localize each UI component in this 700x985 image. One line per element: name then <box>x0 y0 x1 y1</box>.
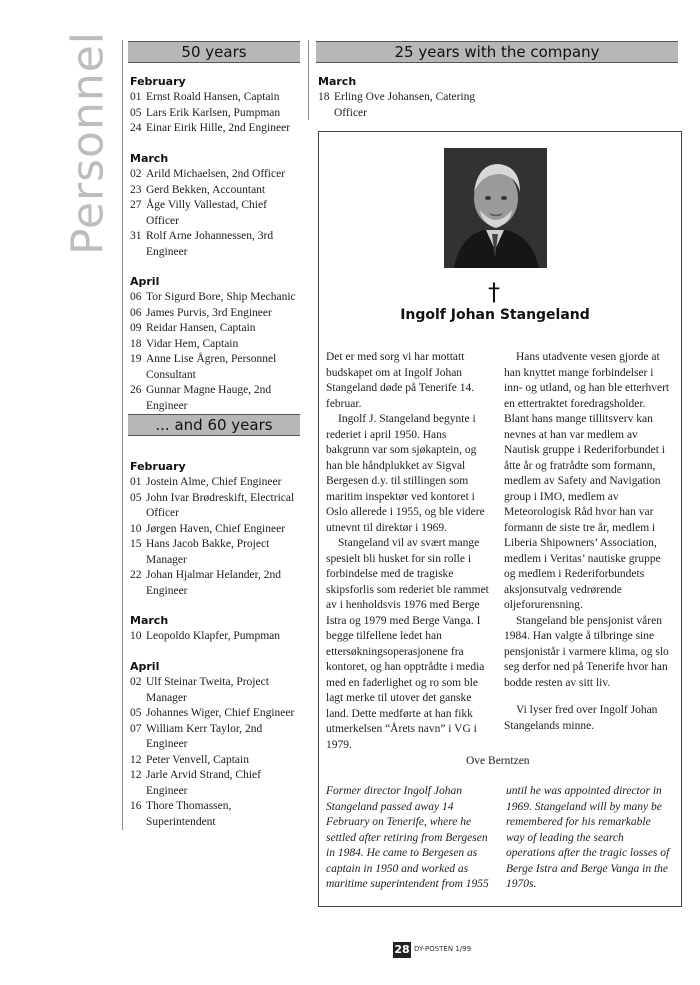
list-item: 01 Ernst Roald Hansen, Captain <box>130 91 280 103</box>
list-item: 23 Gerd Bekken, Accountant <box>130 183 266 196</box>
portrait-icon <box>444 148 547 268</box>
month-heading: March <box>130 614 169 627</box>
month-heading: March <box>130 152 169 165</box>
section-title <box>62 30 114 256</box>
obituary-author: Ove Berntzen <box>466 755 530 767</box>
list-item: 06 Tor Sigurd Bore, Ship Mechanic <box>130 291 296 303</box>
list-item: 05 Johannes Wiger, Chief Engineer <box>130 707 295 719</box>
list-item: 12 Peter Venvell, Captain <box>130 753 249 766</box>
list-item: 10 Jørgen Haven, Chief Engineer <box>130 522 286 535</box>
obituary-column-right <box>504 350 670 734</box>
column-divider-left <box>122 40 123 830</box>
english-summary-right: until he was appointed director in 1969. Stangeland will by many be remembered for his remarkable way of leading the search operations after the tragic losses of Berge Istra and Berge Vanga in the 1970s. <box>506 785 670 890</box>
list-item: 19 Anne Lise Ågren, Personnel Consultant <box>130 353 277 381</box>
cross-icon: † <box>488 278 500 306</box>
publication-name: DY-POSTEN 1/99 <box>414 945 472 953</box>
list-item: 02 Arild Michaelsen, 2nd Officer <box>130 168 286 180</box>
paragraph: Vi lyser fred over Ingolf Johan Stangelands minne. <box>504 704 658 732</box>
month-heading: February <box>130 75 186 88</box>
portrait-photo <box>444 148 547 268</box>
list-item: 05 Lars Erik Karlsen, Pumpman <box>130 106 281 119</box>
obituary-title: Ingolf Johan Stangeland <box>400 307 590 323</box>
column-divider-middle <box>308 40 309 120</box>
paragraph: Ingolf J. Stangeland begynte i rederiet i april 1950. Hans bakgrunn var som sjøkaptein, og han ble håndplukket av Sigval Bergesen d.y. til stillingen som maritim inspektør ved kontoret i Oslo allerede i 1955, og ble videre utnevnt til direktør i 1969. <box>326 413 485 534</box>
month-heading: April <box>130 660 160 673</box>
list-item: 09 Reidar Hansen, Captain <box>130 322 256 334</box>
paragraph: Stangeland vil av svært mange spesielt bli husket for sin rolle i forbindelse med de tragiske skipsforlis som rederiet ble rammet av i henholdsvis 1976 med Berge Istra og 1979 med Berge Vanga. I begge tilfellene ledet han ettersøkningsoperasjonene fra kontoret, og han opptrådte i media med en faderlighet og ro som ble lagt merke til utover det ganske land. Dette medførte at han fikk utmerkelsen “Årets navn” i VG i 1979. <box>326 537 489 751</box>
list-item: 31 Rolf Arne Johannessen, 3rd Engineer <box>130 230 274 258</box>
list-item: 07 William Kerr Taylor, 2nd Engineer <box>130 722 263 750</box>
obituary-column-left <box>326 350 492 753</box>
list-item: 06 James Purvis, 3rd Engineer <box>130 306 272 319</box>
list-item: 26 Gunnar Magne Hauge, 2nd Engineer <box>130 384 272 412</box>
banner-60-years: ... and 60 years <box>128 414 300 436</box>
paragraph: Stangeland ble pensjonist våren 1984. Han valgte å tilbringe sine pensjonistår i varmere klima, og slo seg derfor ned på Tenerife hvor han bodde resten av sitt liv. <box>504 614 669 689</box>
list-item: 01 Jostein Alme, Chief Engineer <box>130 476 282 488</box>
list-item: 18 Vidar Hem, Captain <box>130 337 239 350</box>
list-item: 05 John Ivar Brødreskift, Electrical Officer <box>130 491 295 519</box>
list-item: 22 Johan Hjalmar Helander, 2nd Engineer <box>130 569 281 597</box>
list-item: 02 Ulf Steinar Tweita, Project Manager <box>130 676 269 704</box>
month-heading: March <box>318 75 357 88</box>
banner-25-years: 25 years with the company <box>316 41 678 63</box>
banner-50-years: 50 years <box>128 41 300 63</box>
list-item: 15 Hans Jacob Bakke, Project Manager <box>130 538 270 566</box>
list-item: 16 Thore Thomassen, Superintendent <box>130 800 232 828</box>
list-item: 27 Åge Villy Vallestad, Chief Officer <box>130 199 267 227</box>
section-title-text: Personnel <box>62 30 114 256</box>
page-number: 28 <box>394 943 410 956</box>
month-heading: April <box>130 275 160 288</box>
list-item: 12 Jarle Arvid Strand, Chief Engineer <box>130 769 261 797</box>
list-item: 10 Leopoldo Klapfer, Pumpman <box>130 630 280 642</box>
month-heading: February <box>130 460 186 473</box>
list-item: 24 Einar Eirik Hille, 2nd Engineer <box>130 122 291 134</box>
paragraph: Hans utadvente vesen gjorde at han knyttet mange forbindelser i inn- og utland, og han ble etterhvert en ettertraktet foredragsholder. Blant hans mange tillitsverv kan nevnes at han var medlem av Nautisk gruppe i Rederiforbundet i åtte år og fratrådte som formann, medlem av Safety and Navigation group i IMO, medlem av Meteorologisk Råd hvor han var formann de siste tre år, medlem i Liberia Shipowners’ Association, medlem i Veritas’ nautiske gruppe og medlem i Rederiforbundets aksjonsutvalg vedrørende oljeforurensning. <box>504 351 670 611</box>
list-item: 18 Erling Ove Johansen, Catering Officer <box>318 91 476 119</box>
paragraph: Det er med sorg vi har mottatt budskapet om at Ingolf Johan Stangeland døde på Tenerife 14. februar. <box>326 351 475 410</box>
english-summary-left: Former director Ingolf Johan Stangeland passed away 14 February on Tenerife, where he settled after retiring from Bergesen in 1984. He came to Bergesen as captain in 1950 and worked as maritime superintendent from 1955 <box>326 785 489 890</box>
